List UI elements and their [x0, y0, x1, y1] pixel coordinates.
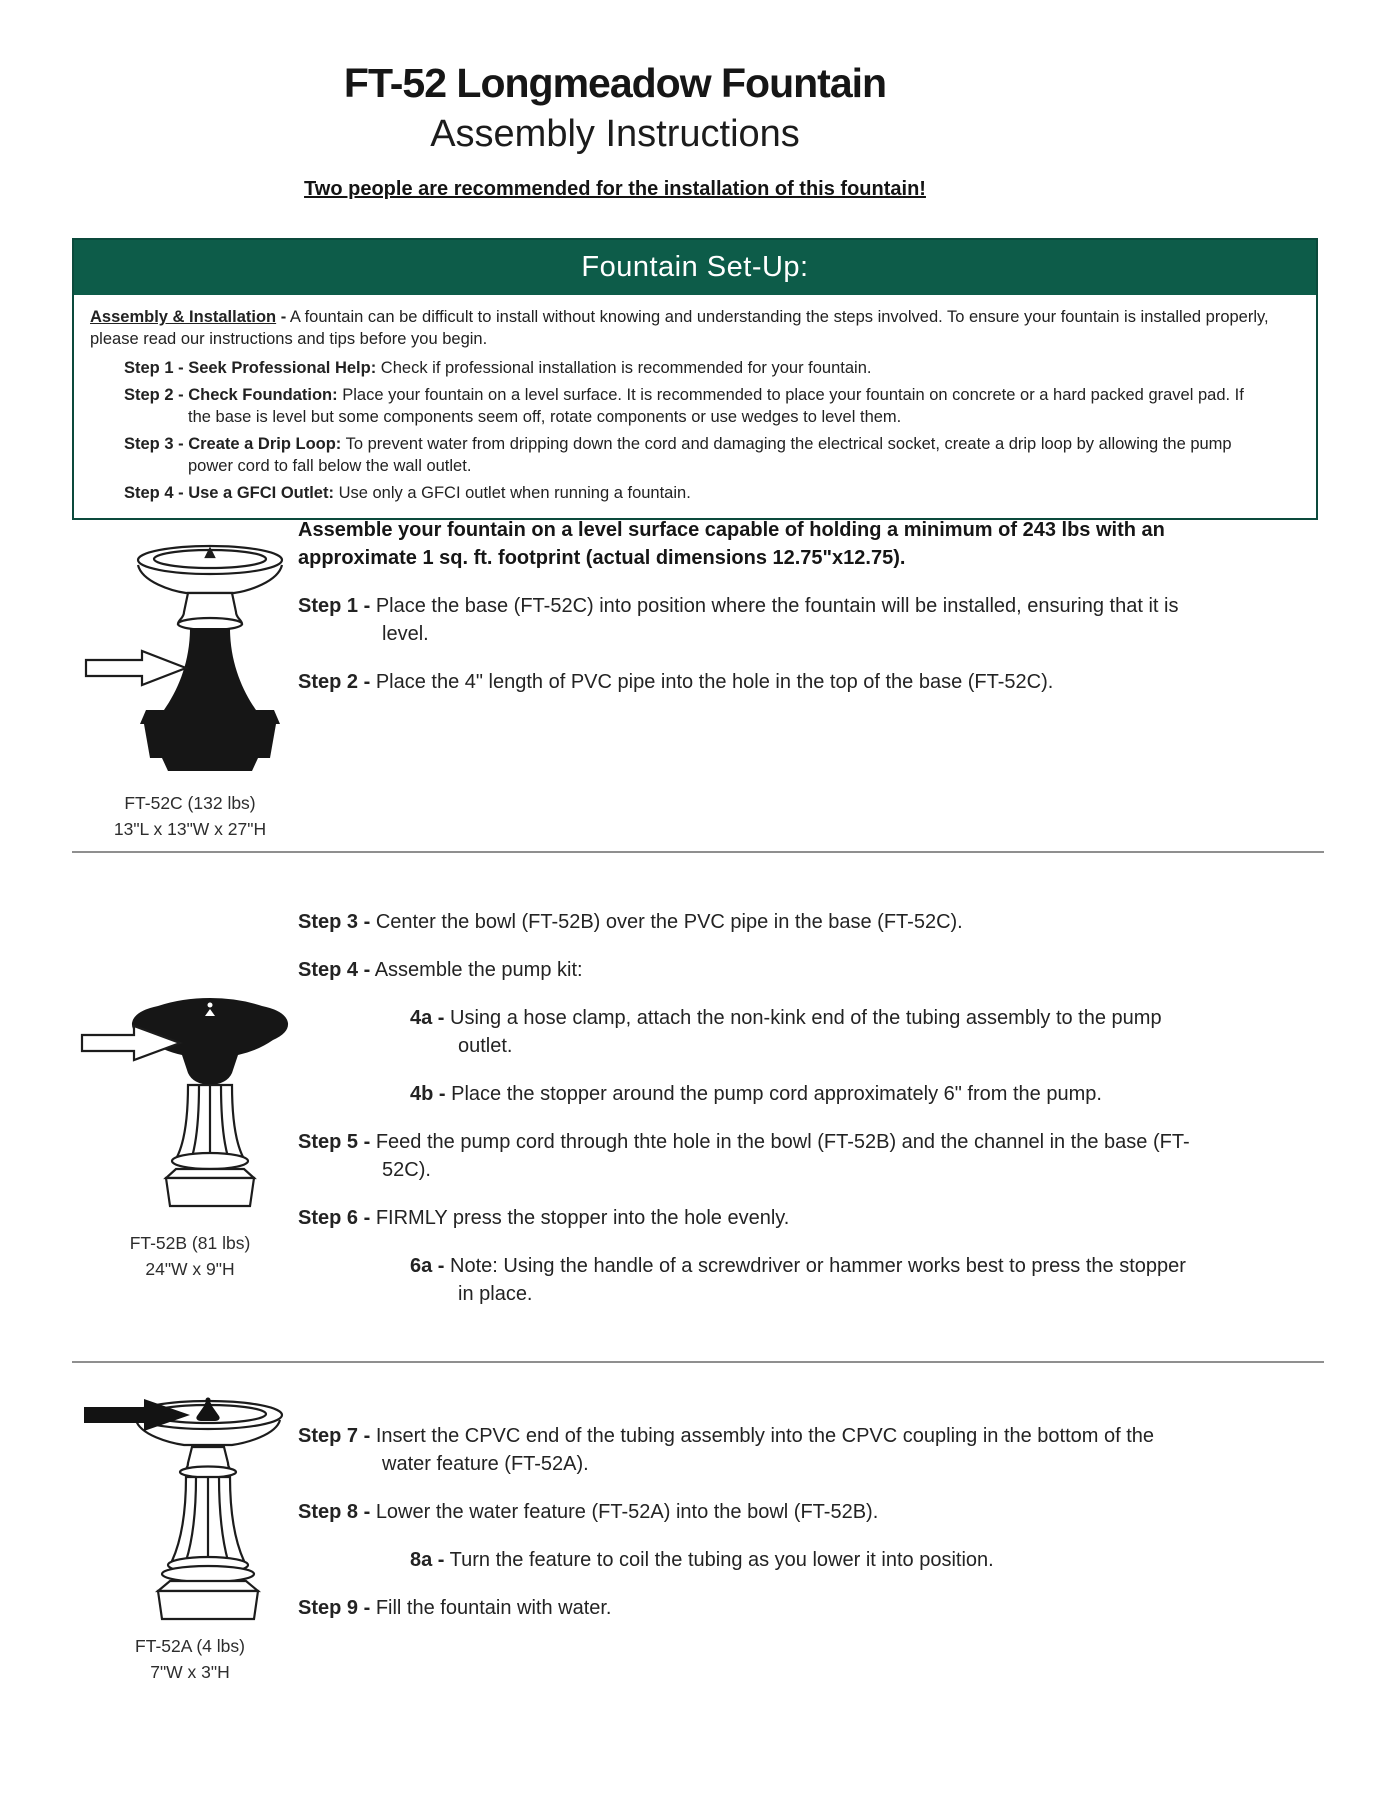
step-8	[298, 1498, 1203, 1526]
step-label: Step 6 -	[298, 1207, 371, 1229]
fountain-bowl-illustration	[80, 985, 300, 1210]
page-title: FT-52 Longmeadow Fountain	[343, 60, 887, 106]
step-text: Feed the pump cord through thte hole in the bowl (FT-52B) and the channel in the base (FT-52C).	[375, 1131, 1190, 1181]
step-label: Step 8 -	[298, 1501, 371, 1523]
step-label: Step 2 -	[124, 386, 184, 404]
step-text: Lower the water feature (FT-52A) into the bowl (FT-52B).	[375, 1501, 879, 1523]
step-4a	[410, 1004, 1203, 1060]
caption-dimensions: 7"W x 3"H	[150, 1662, 230, 1682]
step-title: Create a Drip Loop:	[188, 435, 342, 453]
section-3-text	[298, 1422, 1203, 1642]
step-4b	[410, 1080, 1203, 1108]
setup-intro-label: Assembly & Installation	[90, 308, 277, 326]
step-text: Assemble the pump kit:	[374, 959, 583, 981]
step-label: Step 9 -	[298, 1597, 371, 1619]
page-subtitle: Assembly Instructions	[430, 113, 800, 155]
step-1	[298, 592, 1203, 648]
caption-dimensions: 13"L x 13"W x 27"H	[113, 819, 267, 839]
step-7	[298, 1422, 1203, 1478]
step-text: Insert the CPVC end of the tubing assembly into the CPVC coupling in the bottom of the water feature (FT-52A).	[375, 1425, 1155, 1475]
figure-bowl-ft52b	[80, 985, 300, 1282]
step-label: Step 7 -	[298, 1425, 371, 1447]
figure-caption	[80, 1230, 300, 1282]
step-text: Turn the feature to coil the tubing as you lower it into position.	[449, 1549, 994, 1571]
step-text: Place the stopper around the pump cord approximately 6" from the pump.	[451, 1083, 1102, 1105]
step-label: Step 1 -	[298, 595, 371, 617]
step-label: Step 4 -	[298, 959, 371, 981]
step-text: Use only a GFCI outlet when running a fountain.	[338, 484, 691, 502]
figure-caption	[80, 1633, 300, 1685]
step-text: To prevent water from dripping down the cord and damaging the electrical socket, create a drip loop by allowing the pump power cord to fall below the wall outlet.	[188, 435, 1232, 475]
section-1-text	[298, 516, 1203, 716]
step-label: Step 3 -	[298, 911, 371, 933]
setup-box-title: Fountain Set-Up:	[74, 240, 1316, 295]
column-outline	[166, 1085, 254, 1206]
two-person-notice: Two people are recommended for the installation of this fountain!	[304, 178, 926, 200]
step-4	[298, 956, 1203, 984]
step-label: Step 2 -	[298, 671, 371, 693]
caption-model: FT-52A (4 lbs)	[135, 1636, 245, 1656]
step-text: Fill the fountain with water.	[375, 1597, 612, 1619]
setup-intro-text: A fountain can be difficult to install without knowing and understanding the steps involved. To ensure your fountain is installed properly, please read our instructions and tips before you begin.	[90, 308, 1269, 348]
column-outline	[158, 1447, 258, 1619]
step-label: Step 1 -	[124, 359, 184, 377]
step-label: 4b -	[410, 1083, 446, 1105]
figure-base-ft52c	[80, 540, 300, 842]
caption-model: FT-52C (132 lbs)	[124, 793, 256, 813]
step-text: Center the bowl (FT-52B) over the PVC pipe in the base (FT-52C).	[375, 911, 963, 933]
step-3	[298, 908, 1203, 936]
setup-step-1	[124, 357, 1300, 379]
setup-intro-paragraph	[90, 306, 1300, 350]
fountain-base-illustration	[80, 540, 300, 775]
caption-model: FT-52B (81 lbs)	[129, 1233, 251, 1253]
step-label: 4a -	[410, 1007, 445, 1029]
bowl-outline	[138, 546, 282, 630]
step-5	[298, 1128, 1203, 1184]
complete-fountain-illustration	[80, 1393, 300, 1621]
fountain-setup-box	[72, 238, 1318, 520]
step-text: Place the base (FT-52C) into position where the fountain will be installed, ensuring that it is level.	[375, 595, 1179, 645]
step-text: Using a hose clamp, attach the non-kink end of the tubing assembly to the pump outlet.	[450, 1007, 1162, 1057]
step-label: Step 4 -	[124, 484, 184, 502]
setup-step-2	[124, 384, 1300, 428]
step-9	[298, 1594, 1203, 1622]
setup-step-4	[124, 482, 1300, 504]
figure-caption	[80, 790, 300, 842]
arrow-icon	[86, 651, 186, 685]
document-header	[0, 60, 1230, 201]
step-text: Place the 4" length of PVC pipe into the hole in the top of the base (FT-52C).	[375, 671, 1054, 693]
step-label: 6a -	[410, 1255, 445, 1277]
step-text: FIRMLY press the stopper into the hole evenly.	[375, 1207, 790, 1229]
step-6a	[410, 1252, 1203, 1308]
step-label: 8a -	[410, 1549, 445, 1571]
step-text: Place your fountain on a level surface. It is recommended to place your fountain on concrete or a hard packed gravel pad. If the base is level but some components seem off, rotate components or use wedges to level them.	[188, 386, 1244, 426]
pedestal-silhouette	[140, 628, 280, 771]
step-title: Check Foundation:	[188, 386, 338, 404]
section-divider	[72, 1361, 1324, 1363]
step-text: Note: Using the handle of a screwdriver or hammer works best to press the stopper in place.	[450, 1255, 1186, 1305]
section-divider	[72, 851, 1324, 853]
step-title: Seek Professional Help:	[188, 359, 377, 377]
section-1-intro: Assemble your fountain on a level surface capable of holding a minimum of 243 lbs with an approximate 1 sq. ft. footprint (actual dimensions 12.75"x12.75).	[298, 519, 1165, 569]
step-label: Step 3 -	[124, 435, 184, 453]
step-label: Step 5 -	[298, 1131, 371, 1153]
step-6	[298, 1204, 1203, 1232]
section-2-text	[298, 908, 1203, 1328]
setup-intro-separator: -	[280, 308, 287, 326]
caption-dimensions: 24"W x 9"H	[145, 1259, 235, 1279]
step-text: Check if professional installation is recommended for your fountain.	[380, 359, 872, 377]
setup-step-3	[124, 433, 1300, 477]
step-2	[298, 668, 1203, 696]
setup-steps-list	[124, 357, 1300, 504]
step-title: Use a GFCI Outlet:	[188, 484, 334, 502]
setup-box-body	[74, 295, 1316, 518]
figure-feature-ft52a	[80, 1393, 300, 1685]
step-8a	[410, 1546, 1203, 1574]
